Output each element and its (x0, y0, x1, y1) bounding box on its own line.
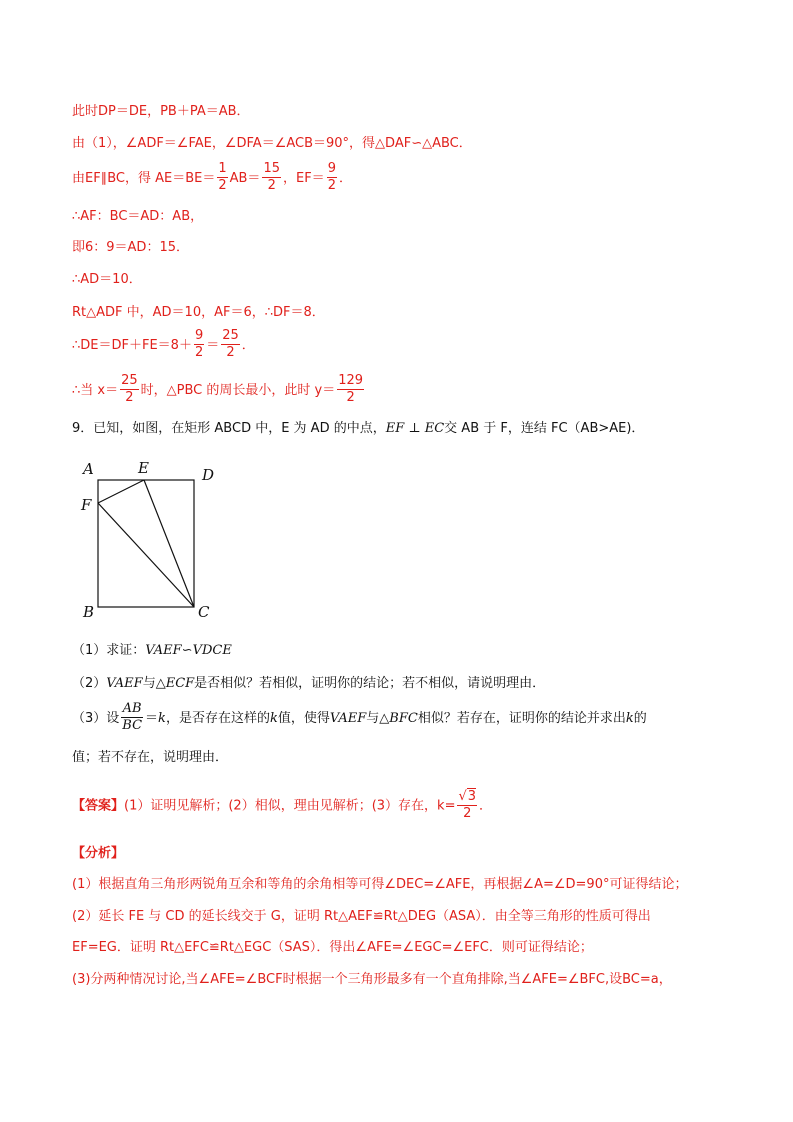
solution-line-3: 由EF∥BC，得 AE＝BE＝ $\frac{1}{2}$ AB＝ $\frac{15}{2}$ ，EF＝ $\frac{9}{2}$ ． (72, 161, 352, 193)
fraction-9-2-b: $\frac{9}{2}$ (194, 328, 204, 360)
fraction-9-2: $\frac{9}{2}$ (327, 161, 336, 193)
solution-line-8: ∴DE＝DF＋FE＝8＋ $\frac{9}{2}$ ＝ $\frac{25}{2}$ ． (72, 328, 255, 360)
segment-ec (144, 480, 194, 607)
question-2: （2）VAEF与△ECF是否相似？若相似，证明你的结论；若不相似，请说明理由． (72, 676, 546, 691)
solution-line-1: 此时DP＝DE，PB＋PA＝AB． (72, 104, 250, 119)
solution-line-7: Rt△ADF 中，AD＝10，AF＝6，∴DF＝8． (72, 305, 325, 320)
solution-line-2: 由（1），∠ADF＝∠FAE，∠DFA＝∠ACB＝90°，得△DAF∽△ABC． (72, 136, 472, 151)
analysis-line-4: (3)分两种情况讨论,当∠AFE=∠BCF时根据一个三角形最多有一个直角排除,当∠AFE=∠BFC,设BC=a， (72, 972, 672, 987)
label-f: F (81, 496, 92, 514)
question-1: （1）求证：VAEF∽VDCE (72, 643, 232, 658)
fraction-ab-bc: $\frac{AB}{BC}$ (122, 701, 143, 733)
fraction-25-2: $\frac{25}{2}$ (222, 328, 239, 360)
answer-tag: 【答案】 (72, 798, 125, 814)
analysis-line-2: (2）延长 FE 与 CD 的延长线交于 G，证明 Rt△AEF≌Rt△DEG（ASA）．由全等三角形的性质可得出 (72, 909, 651, 924)
fraction-1-2: $\frac{1}{2}$ (218, 161, 227, 193)
label-a: A (83, 460, 94, 478)
label-e: E (138, 459, 149, 477)
fraction-sqrt3-2: $\frac{√3}{2}$ (458, 789, 477, 821)
question-3-line-2: 值；若不存在，说明理由． (72, 750, 229, 765)
label-c: C (198, 603, 210, 621)
solution-line-9: ∴当 x＝ $\frac{25}{2}$ 时，△PBC 的周长最小，此时 y＝ $\frac{129}{2}$ (72, 373, 364, 405)
analysis-tag: 【分析】 (72, 846, 125, 861)
fraction-25-2-b: $\frac{25}{2}$ (121, 373, 138, 405)
segment-fe (98, 480, 144, 503)
fraction-129-2: $\frac{129}{2}$ (338, 373, 364, 405)
fraction-15-2: $\frac{15}{2}$ (263, 161, 280, 193)
label-d: D (202, 466, 215, 484)
solution-line-4: ∴AF：BC＝AD：AB， (72, 209, 204, 224)
analysis-line-3: EF=EG．证明 Rt△EFC≌Rt△EGC（SAS）．得出∠AFE=∠EGC=∠EFC．则可证得结论； (72, 940, 593, 955)
solution-line-6: ∴AD＝10． (72, 272, 142, 287)
rectangle-abcd (98, 480, 194, 607)
question-3: （3）设 $\frac{AB}{BC}$ ＝k，是否存在这样的k值，使得VAEF与△BFC相似？若存在，证明你的结论并求出k的 (72, 701, 647, 733)
solution-line-5: 即6：9＝AD：15． (72, 240, 189, 255)
label-b: B (83, 603, 95, 621)
rectangle-figure (78, 455, 228, 625)
segment-fc (98, 503, 194, 607)
analysis-line-1: (1）根据直角三角形两锐角互余和等角的余角相等可得∠DEC=∠AFE，再根据∠A=∠D=90°可证得结论； (72, 877, 688, 892)
problem-stem: 9．已知，如图，在矩形 ABCD 中，E 为 AD 的中点，EF ⊥ EC交 AB 于 F，连结 FC（AB>AE)． (72, 421, 645, 436)
answer-line: 【答案】(1）证明见解析；(2）相似，理由见解析；(3）存在，k= $\frac{√3}{2}$ ． (72, 789, 493, 821)
